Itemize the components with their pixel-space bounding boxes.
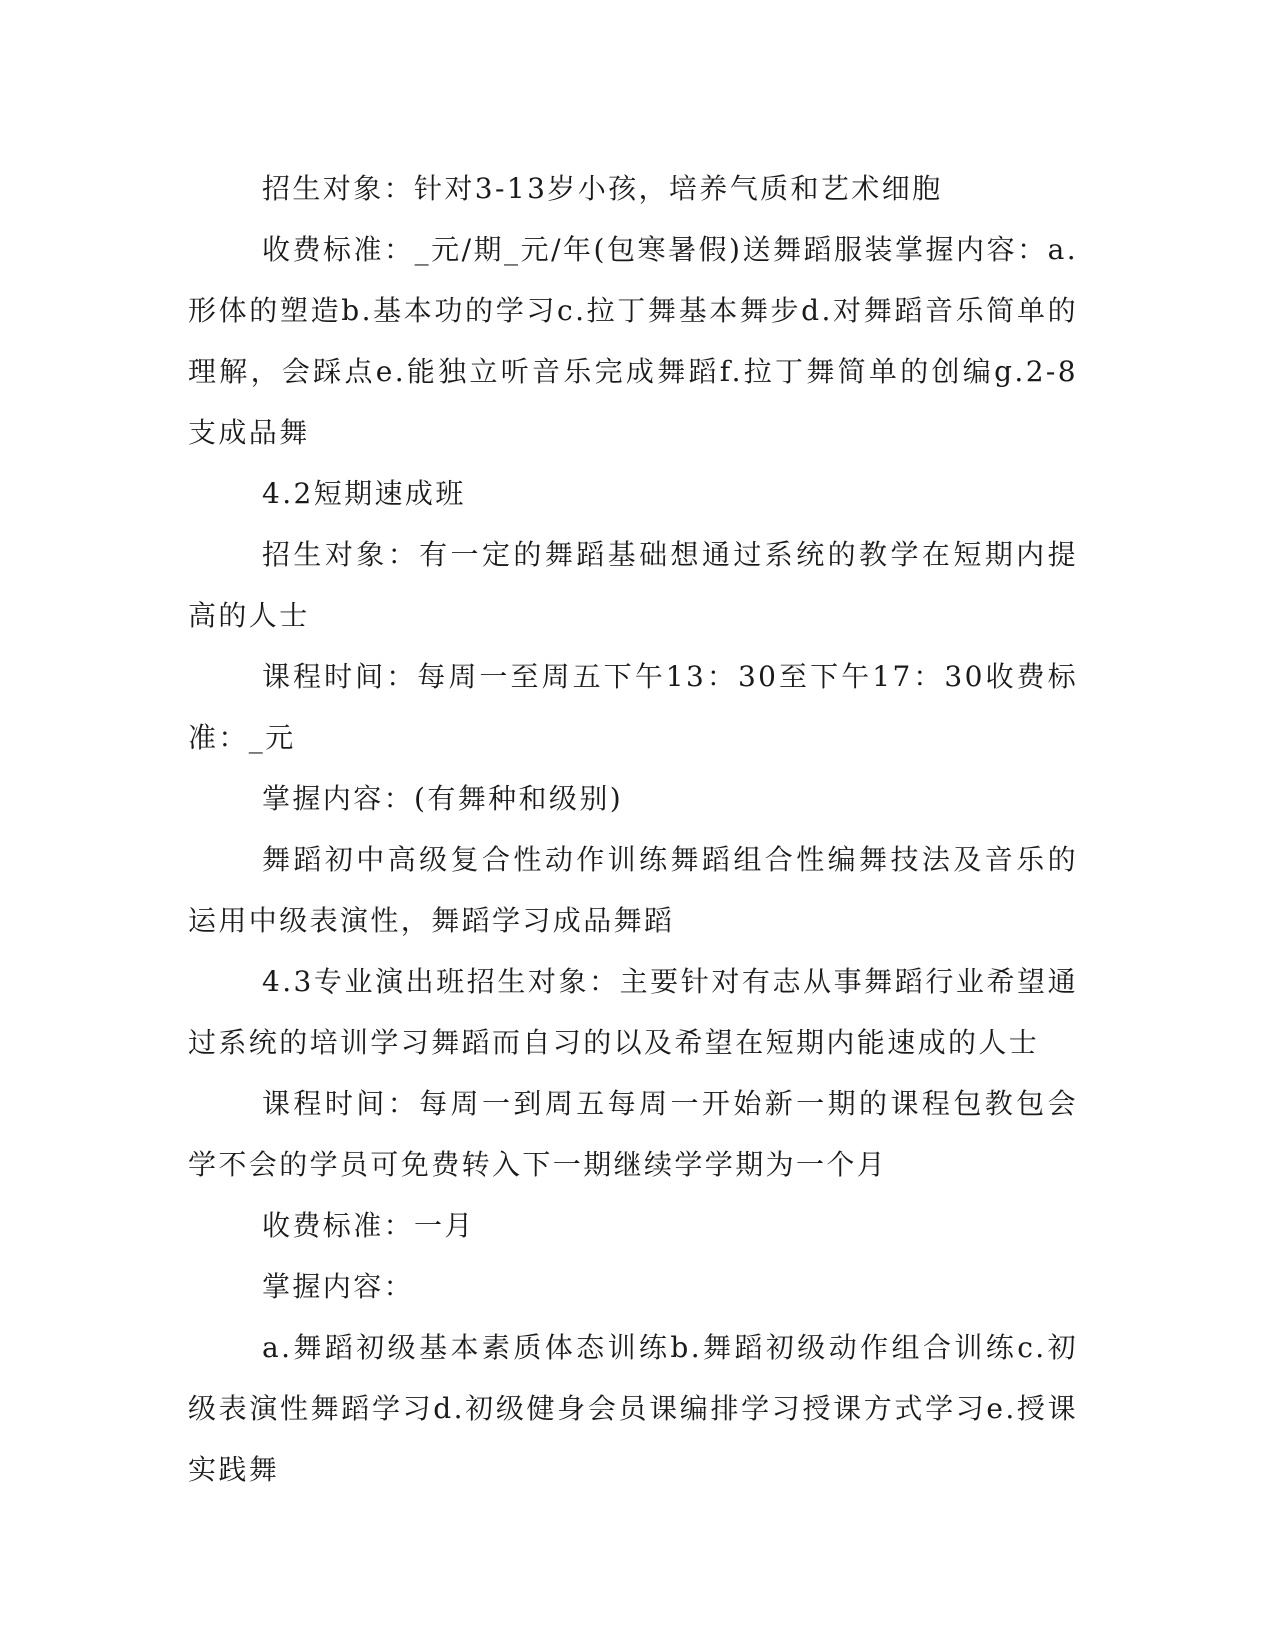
- paragraph-short-term-content: 舞蹈初中高级复合性动作训练舞蹈组合性编舞技法及音乐的运用中级表演性，舞蹈学习成品舞蹈: [188, 843, 1078, 937]
- paragraph-professional-content: a.舞蹈初级基本素质体态训练b.舞蹈初级动作组合训练c.初级表演性舞蹈学习d.初级健身会员课编排学习授课方式学习e.授课实践舞: [188, 1331, 1078, 1486]
- paragraph-short-term-target: 招生对象：有一定的舞蹈基础想通过系统的教学在短期内提高的人士: [188, 538, 1078, 632]
- paragraph-professional-schedule: 课程时间：每周一到周五每周一开始新一期的课程包教包会学不会的学员可免费转入下一期继续学学期为一个月: [188, 1087, 1078, 1181]
- paragraph-fee-and-content: 收费标准：_元/期_元/年(包寒暑假)送舞蹈服装掌握内容：a.形体的塑造b.基本功的学习c.拉丁舞基本舞步d.对舞蹈音乐简单的理解，会踩点e.能独立听音乐完成舞蹈f.拉丁舞简单的创编g.2-8支成品舞: [188, 233, 1078, 449]
- paragraph-enrollment-target: 招生对象：针对3-13岁小孩，培养气质和艺术细胞: [262, 172, 943, 205]
- paragraph-short-term-content-label: 掌握内容：(有舞种和级别): [262, 782, 624, 815]
- paragraph-professional-fee: 收费标准：一月: [262, 1209, 475, 1242]
- paragraph-short-term-schedule: 课程时间：每周一至周五下午13：30至下午17：30收费标准：_元: [188, 660, 1078, 754]
- paragraph-professional-content-label: 掌握内容：: [262, 1270, 415, 1303]
- section-heading-short-term: 4.2短期速成班: [262, 477, 466, 510]
- document-body: [188, 158, 1078, 1500]
- paragraph-professional-class: 4.3专业演出班招生对象：主要针对有志从事舞蹈行业希望通过系统的培训学习舞蹈而自习的以及希望在短期内能速成的人士: [188, 965, 1078, 1059]
